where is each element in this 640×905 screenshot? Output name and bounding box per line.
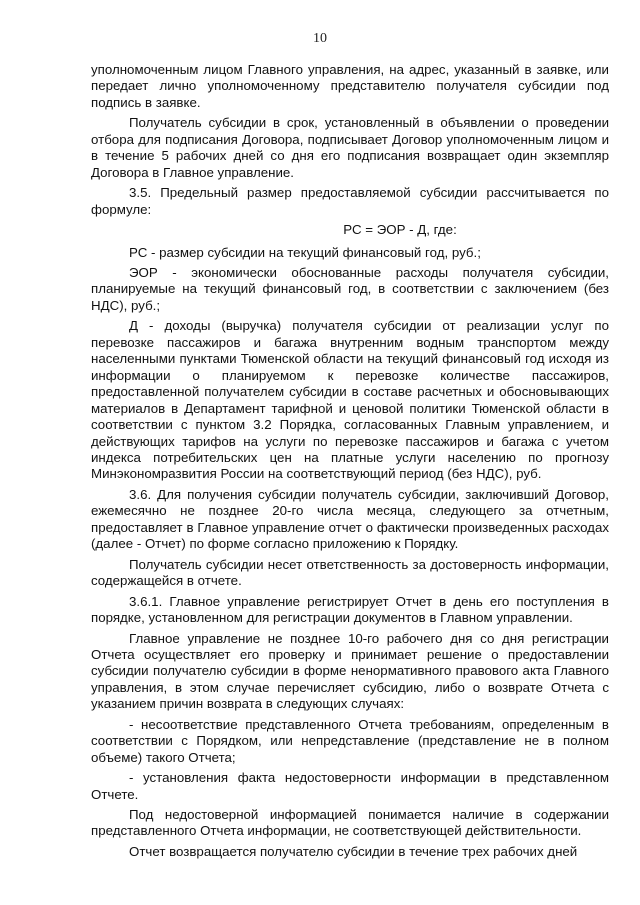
paragraph-responsibility: Получатель субсидии несет ответственность за достоверность информации, содержащейся в отчете. xyxy=(91,556,609,589)
paragraph-delivery-continuation: уполномоченным лицом Главного управления, на адрес, указанный в заявке, или передает лично уполномоченному представителю получателя субсидии под подпись в заявке. xyxy=(91,62,609,110)
paragraph-rs-definition: РС - размер субсидии на текущий финансовый год, руб.; xyxy=(129,244,481,260)
paragraph-unreliable-info: Под недостоверной информацией понимается наличие в содержании представленного Отчета информации, не соответствующей действительности. xyxy=(91,807,609,839)
paragraph-d-definition: Д - доходы (выручка) получателя субсидии от реализации услуг по перевозке пассажиров и багажа внутренним водным транспортом между населенными пунктами Тюменской области на текущий финансовый год исходя из информации о планируемом к перевозке количестве пассажиров, предоставленной получателем субсидии в составе расчетных и обосновывающих материалов в Департамент тарифной и ценовой политики Тюменской области в соответствии с пунктом 3.2 Порядка, согласованных Главным управлением, и действующих тарифов на услуги по перевозке пассажиров и багажа с учетом индекса потребительских цен на платные услуги населению по прогнозу Минэкономразвития России на соответствующий период (без НДС), руб. xyxy=(91,318,609,482)
paragraph-contract-signing: Получатель субсидии в срок, установленный в объявлении о проведении отбора для подписания Договора, подписывает Договор уполномоченным лицом и в течение 5 рабочих дней со дня его подписания возвращает один экземпляр Договора в Главное управление. xyxy=(91,115,609,180)
paragraph-report-check: Главное управление не позднее 10-го рабочего дня со дня регистрации Отчета осуществляет его проверку и принимает решение о предоставлении субсидии получателю субсидии в форме ненормативного правового акта Главного управления, в этом случае перечисляет субсидию, либо о возврате Отчета с указанием причин возврата в следующих случаях: xyxy=(91,630,609,712)
document-body xyxy=(91,62,609,860)
paragraph-return-reason-1: - несоответствие представленного Отчета требованиям, определенным в соответствии с Порядком, или непредставление (представление не в полном объеме) такого Отчета; xyxy=(91,716,609,765)
page-number: 10 xyxy=(313,31,327,46)
paragraph-3-6: 3.6. Для получения субсидии получатель субсидии, заключивший Договор, ежемесячно не позднее 20-го числа месяца, следующего за отчетным, предоставляет в Главное управление отчет о фактически произведенных расходах (далее - Отчет) по форме согласно приложению к Порядку. xyxy=(91,486,609,552)
paragraph-3-6-1: 3.6.1. Главное управление регистрирует Отчет в день его поступления в порядке, установленном для регистрации документов в Главном управлении. xyxy=(91,593,609,626)
paragraph-eor-definition: ЭОР - экономически обоснованные расходы получателя субсидии, планируемые на текущий финансовый год, в соответствии с заключением (без НДС), руб.; xyxy=(91,264,609,313)
paragraph-report-return: Отчет возвращается получателю субсидии в течение трех рабочих дней xyxy=(129,843,578,859)
paragraph-return-reason-2: - установления факта недостоверности информации в представленном Отчете. xyxy=(91,770,609,802)
paragraph-3-5-heading: 3.5. Предельный размер предоставляемой субсидии рассчитывается по формуле: xyxy=(91,185,609,217)
formula: РС = ЭОР - Д, где: xyxy=(343,222,457,238)
